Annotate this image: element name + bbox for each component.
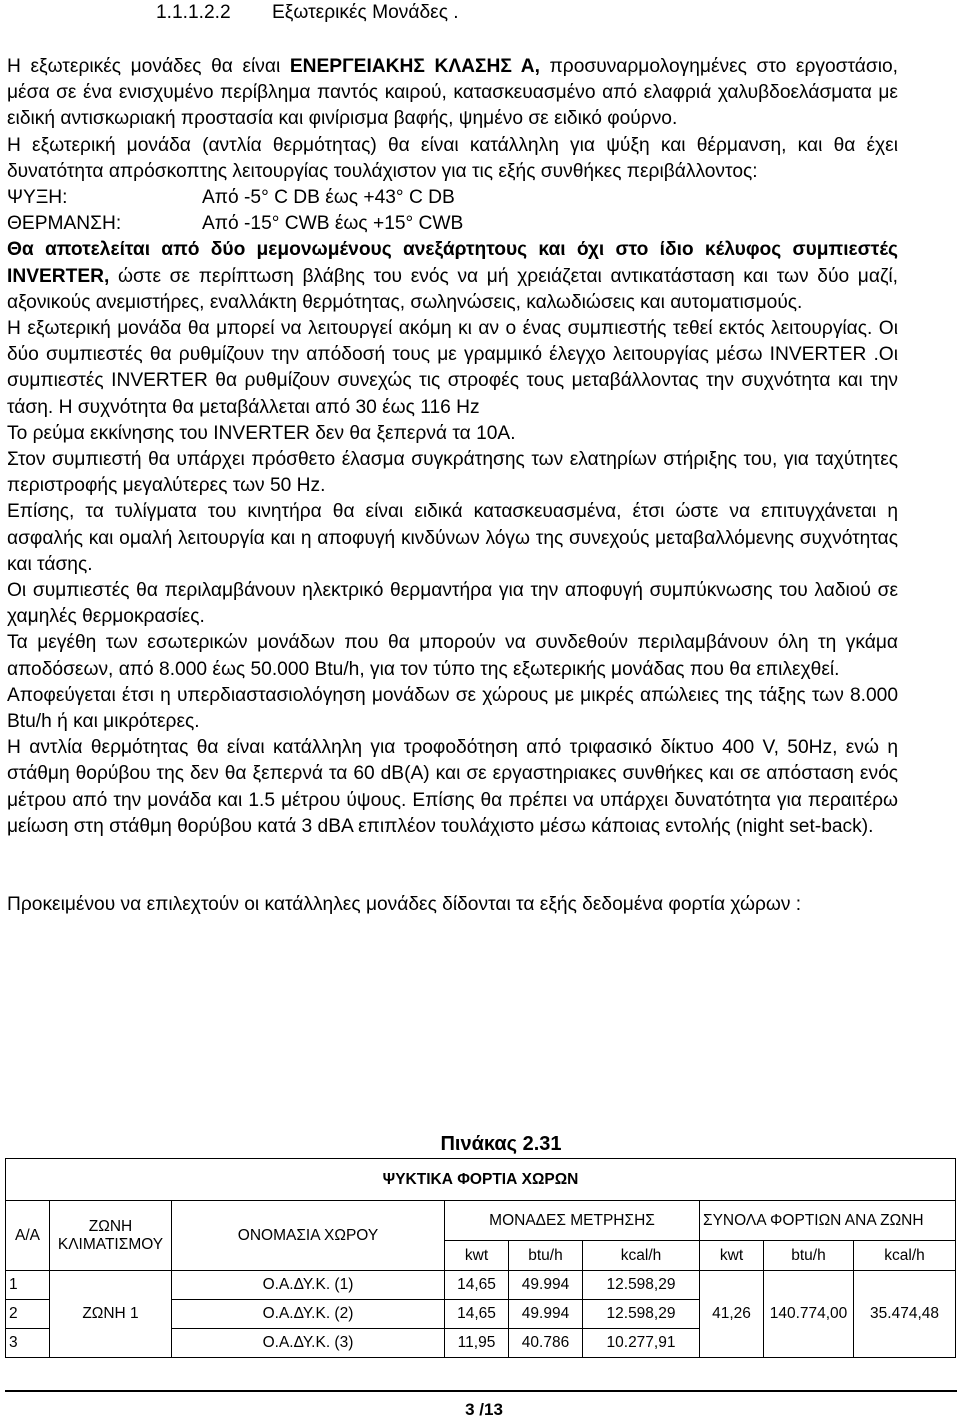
cell-kcalh: 10.277,91: [583, 1329, 700, 1358]
cell-room: Ο.Α.ΔΥ.Κ. (2): [172, 1300, 445, 1329]
header-zone: ΖΩΝΗ ΚΛΙΜΑΤΙΣΜΟΥ: [50, 1201, 172, 1271]
paragraph-text: Η εξωτερικές μονάδες θα είναι: [7, 56, 290, 77]
paragraph-starting-current: Το ρεύμα εκκίνησης του INVERTER δεν θα ξεπερνά τα 10A.: [7, 422, 516, 444]
subheader-kcalh: kcal/h: [583, 1241, 700, 1271]
subheader-kwt: kwt: [445, 1241, 509, 1271]
paragraph-heater: Οι συμπιεστές θα περιλαμβάνουν ηλεκτρικό θερμαντήρα για την αποφυγή συμπύκνωσης του λαδιού σε χαμηλές θερμοκρασίες.: [7, 580, 898, 628]
cell-kcalh: 12.598,29: [583, 1300, 700, 1329]
section-heading: [156, 0, 459, 26]
table-caption: ΨΥΚΤΙΚΑ ΦΟΡΤΙΑ ΧΩΡΩΝ: [6, 1159, 956, 1201]
paragraph-text: προσυναρμολογημένες στο εργοστάσιο, μέσα σε ένα ενισχυμένο περίβλημα παντός καιρού, κατασκευασμένο από ελαφριά χαλυβδοελάσματα με ειδική αντισκωριακή προστασία και φινίρισμα βαφής, ψημένο σε ειδικό φούρνο.: [7, 56, 899, 130]
subheader-total-btuh: btu/h: [764, 1241, 854, 1271]
footer-divider: [5, 1390, 957, 1392]
header-aa: Α/Α: [6, 1201, 50, 1271]
body-text: [7, 54, 898, 918]
table-caption-row: [6, 1159, 956, 1201]
cell-btuh: 49.994: [509, 1300, 583, 1329]
table-row: [6, 1271, 956, 1300]
heating-range: Από -15° CWB έως +15° CWB: [202, 213, 464, 235]
heating-range-row: [7, 211, 898, 237]
subheader-total-kwt: kwt: [700, 1241, 764, 1271]
paragraph-compressors: [7, 237, 898, 316]
paragraph-operating-conditions: Η εξωτερική μονάδα (αντλία θερμότητας) θα είναι κατάλληλη για ψύξη και θέρμανση, και θα έχει δυνατότητα απρόσκοπτης λειτουργίας τουλάχιστον για τις εξής συνθήκες περιβάλλοντος:: [7, 134, 898, 182]
header-zone-totals: ΣΥΝΟΛΑ ΦΟΡΤΙΩΝ ΑΝΑ ΖΩΝΗ: [700, 1201, 956, 1241]
spacer: [7, 840, 898, 892]
cell-room: Ο.Α.ΔΥ.Κ. (1): [172, 1271, 445, 1300]
paragraph-text: ώστε σε περίπτωση βλάβης του ενός να μή χρειάζεται αντικατάσταση και των δύο μαζί, αξονικούς ανεμιστήρες, εναλλάκτη θερμότητας, σωληνώσεις, καλωδιώσεις και αυτοματισμούς.: [7, 265, 898, 313]
cooling-loads-table: [5, 1158, 956, 1358]
cell-zone: ΖΩΝΗ 1: [50, 1271, 172, 1358]
cooling-range: Από -5° C DB έως +43° C DB: [202, 187, 455, 209]
cooling-label: ΨΥΞΗ:: [7, 187, 68, 209]
cell-kcalh: 12.598,29: [583, 1271, 700, 1300]
paragraph-indoor-sizes: Τα μεγέθη των εσωτερικών μονάδων που θα μπορούν να συνδεθούν περιλαμβάνουν όλη τη γκάμα αποδόσεων, από 8.000 έως 50.000 Btu/h, για τον τύπο της εξωτερικής μονάδας που θα επιλεχθεί.: [7, 632, 898, 680]
subheader-total-kcalh: kcal/h: [854, 1241, 956, 1271]
compressors-bold-text: Θα αποτελείται από δύο μεμονωμένους ανεξάρτητους και όχι στο ίδιο κέλυφος συμπιεστές INVERTER,: [7, 239, 898, 287]
cell-kwt: 14,65: [445, 1300, 509, 1329]
table-title: Πινάκας 2.31: [440, 1133, 562, 1155]
paragraph-spring-plate: Στον συμπιεστή θα υπάρχει πρόσθετο έλασμα συγκράτησης των ελατηρίων στήριξης του, για ταχύτητες περιστροφής μεγαλύτερες των 50 Hz.: [7, 449, 898, 497]
section-title: Εξωτερικές Μονάδες .: [272, 2, 459, 23]
energy-class-text: ΕΝΕΡΓΕΙΑΚΗΣ ΚΛΑΣΗΣ Α,: [289, 56, 540, 77]
cell-total-kwt: 41,26: [700, 1271, 764, 1358]
page-number: 3 /13: [465, 1400, 503, 1419]
heating-label: ΘΕΡΜΑΝΣΗ:: [7, 213, 122, 235]
paragraph-oversizing: Αποφεύγεται έτσι η υπερδιαστασιολόγηση μονάδων σε χώρους με μικρές απώλειες της τάξης των 8.000 Btu/h ή και μικρότερες.: [7, 684, 898, 733]
paragraph-loads-intro: Προκειμένου να επιλεχτούν οι κατάλληλες μονάδες δίδονται τα εξής δεδομένα φορτία χώρων :: [7, 894, 802, 916]
cell-total-btuh: 140.774,00: [764, 1271, 854, 1358]
paragraph-inverter: Η εξωτερική μονάδα θα μπορεί να λειτουργεί ακόμη κι αν ο ένας συμπιεστής τεθεί εκτός λειτουργίας. Οι δύο συμπιεστές θα ρυθμίζουν την απόδοσή τους με γραμμικό έλεγχο λειτουργίας μέσω INVERTER .Οι συμπιεστές INVERTER θα ρυθμίζουν συνεχώς τις στροφές τους μεταβάλλοντας την συχνότητα και την τάση. Η συχνότητα θα μεταβάλλεται από 30 έως 116 Hz: [7, 318, 898, 418]
cell-kwt: 14,65: [445, 1271, 509, 1300]
paragraph-motor-windings: Επίσης, τα τυλίγματα του κινητήρα θα είναι ειδικά κατασκευασμένα, έτσι ώστε να επιτυγχάνεται η ασφαλής και ομαλή λειτουργία και η αποφυγή κινδύνων λόγω της συνεχούς μεταβαλλόμενης συχνότητας και τάσης.: [7, 501, 898, 575]
header-room-name: ΟΝΟΜΑΣΙΑ ΧΩΡΟΥ: [172, 1201, 445, 1271]
cell-aa: 1: [6, 1271, 50, 1300]
cooling-range-row: [7, 185, 898, 211]
section-number: 1.1.1.2.2: [156, 2, 231, 23]
cell-btuh: 40.786: [509, 1329, 583, 1358]
subheader-btuh: btu/h: [509, 1241, 583, 1271]
cell-btuh: 49.994: [509, 1271, 583, 1300]
table-header-row: [6, 1201, 956, 1241]
paragraph-construction: [7, 54, 898, 133]
cell-room: Ο.Α.ΔΥ.Κ. (3): [172, 1329, 445, 1358]
cell-aa: 2: [6, 1300, 50, 1329]
cell-total-kcalh: 35.474,48: [854, 1271, 956, 1358]
cell-aa: 3: [6, 1329, 50, 1358]
header-measurement-units: ΜΟΝΑΔΕΣ ΜΕΤΡΗΣΗΣ: [445, 1201, 700, 1241]
cell-kwt: 11,95: [445, 1329, 509, 1358]
paragraph-power-noise: Η αντλία θερμότητας θα είναι κατάλληλη για τροφοδότηση από τριφασικό δίκτυο 400 V, 50Hz, ενώ η στάθμη θορύβου της δεν θα ξεπερνά τα 60 dB(A) και σε εργαστηριακες συνθήκες και σε απόσταση ενός μέτρου από την μονάδα και 1.5 μέτρου ύψους. Επίσης θα πρέπει να υπάρχει δυνατότητα για περαιτέρω μείωση στη στάθμη θορύβου κατά 3 dBA επιπλέον τουλάχιστο μέσω κάποιας εντολής (night set-back).: [7, 737, 898, 837]
